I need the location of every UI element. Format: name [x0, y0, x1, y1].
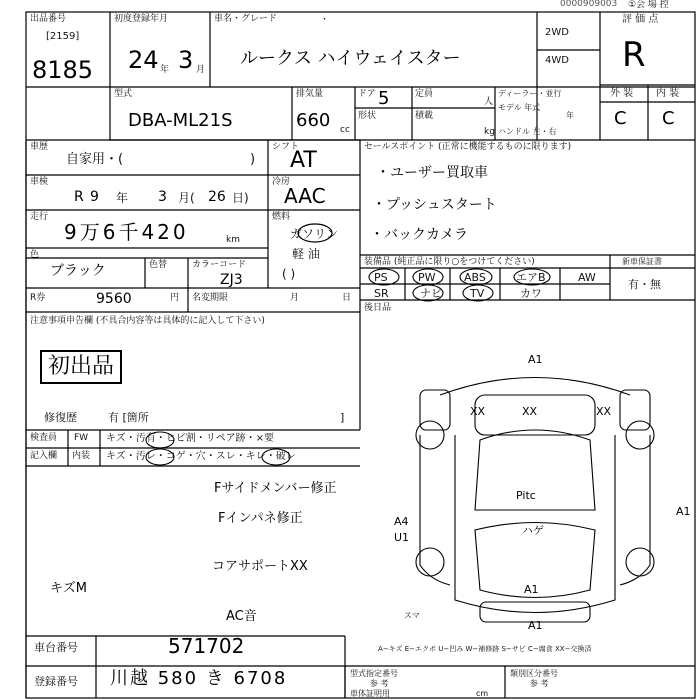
registration-number-label: 登録番号	[34, 675, 78, 688]
expiry-day-unit: 日	[342, 293, 352, 303]
doors-value: 5	[378, 88, 390, 109]
equip-leather: カワ	[520, 287, 542, 300]
type-number-label: 型式指定番号	[350, 669, 398, 678]
overall-grade: R	[622, 35, 646, 75]
shift-label: シフト	[272, 142, 300, 152]
size-unit: cm	[476, 689, 489, 698]
top-serial: 0000909003	[560, 0, 618, 9]
note-scratch: キズM	[50, 581, 87, 596]
displacement-label: 排気量	[296, 89, 324, 99]
mark-roof-pitch: Pitc	[516, 489, 536, 502]
displacement-value: 660	[296, 110, 331, 131]
color-code-label: カラーコード	[192, 260, 247, 270]
ac-value: AAC	[284, 184, 326, 208]
usage-value: 自家用・(	[66, 152, 124, 167]
year-unit: 年	[160, 65, 170, 75]
exterior-label: 外 装	[610, 88, 634, 99]
inspection-era: R	[74, 189, 84, 205]
note-core-support: コアサポートXX	[212, 559, 308, 574]
equip-abs: ABS	[464, 271, 486, 284]
inspector-label: 検査員	[30, 433, 58, 443]
defect-circles	[100, 430, 360, 466]
equip-navi: ナビ	[420, 287, 442, 300]
mileage-label: 走行	[30, 212, 49, 222]
selling-points-label: セールスポイント (正常に機能するものに限ります)	[364, 142, 572, 152]
exterior-defects-row: キズ・汚有・ヒビ割・リペア跡・×要	[106, 433, 274, 444]
color-label: 色	[30, 250, 40, 260]
model-year-unit: 年	[566, 111, 574, 120]
capacity-label: 定員	[415, 89, 434, 99]
shape-label: 形状	[358, 111, 377, 121]
inspection-year-unit: 年	[116, 191, 129, 205]
exterior-grade: C	[614, 108, 627, 129]
drive-4wd: 4WD	[545, 55, 569, 66]
grade-label: 評 価 点	[622, 14, 659, 25]
interior-defects-row: キズ・汚レ・コゲ・穴・スレ・キレ・破レ	[106, 451, 296, 462]
damage-legend: A−キズ E−エクボ U−凹み W−補修跡 S−サビ C−腐食 XX−交換済	[378, 645, 592, 653]
note-side-member: Fサイドメンバー修正	[214, 481, 337, 496]
fw-label: FW	[74, 433, 89, 443]
inspection-month: 3	[158, 189, 167, 205]
mark-roof-hage: ハゲ	[522, 524, 544, 537]
mark-left-a4: A4	[394, 515, 409, 528]
expiry-month-unit: 月	[290, 293, 300, 303]
reference-2: 参 考	[530, 679, 549, 688]
interior-grade: C	[662, 108, 675, 129]
equip-pw: PW	[418, 271, 436, 284]
mark-front-a1: A1	[528, 353, 543, 366]
fuel-gasoline: ガソリン	[290, 227, 339, 241]
class-number-label: 類別区分番号	[510, 669, 558, 678]
displacement-unit: cc	[340, 125, 350, 135]
lot-sub-number: [2159]	[46, 31, 80, 42]
chassis-number-value: 571702	[168, 634, 245, 658]
car-name-label: 車名・グレード	[214, 14, 278, 24]
recycle-label: R券	[30, 293, 46, 303]
mark-rear-a1: A1	[524, 583, 539, 596]
repair-history-value: 有 [箇所	[108, 411, 149, 424]
car-name-mark: ・	[320, 15, 330, 25]
color-value: ブラック	[50, 263, 106, 279]
equip-aw: AW	[578, 271, 596, 284]
lot-number: 8185	[32, 56, 94, 84]
entry-label: 記入欄	[30, 451, 58, 461]
notes-label: 注意事項申告欄 (不具合内容等は具体的に記入して下さい)	[30, 316, 265, 326]
reference-1: 参 考	[370, 679, 389, 688]
note-ac: AC音	[226, 609, 257, 624]
equip-airbag: エアB	[516, 271, 546, 284]
car-name-value: ルークス ハイウェイスター	[240, 48, 461, 69]
handle-label: ハンドル 左・右	[498, 127, 557, 136]
interior-label: 内 装	[656, 88, 680, 99]
equip-ps: PS	[374, 271, 388, 284]
color-code-value: ZJ3	[220, 272, 243, 288]
capacity-unit: 人	[484, 97, 494, 107]
after-items-label: 後日品	[364, 303, 392, 313]
equip-tv: TV	[470, 287, 485, 300]
first-registration-year: 24	[128, 46, 159, 74]
mark-right-a1: A1	[676, 505, 691, 518]
warranty-label: 新車保証書	[622, 257, 662, 266]
gasoline-circle	[296, 222, 334, 244]
fuel-other: ( )	[282, 267, 296, 281]
note-panel: Fインパネ修正	[218, 511, 303, 526]
recycle-unit: 円	[170, 293, 180, 303]
selling-point-2: ・プッシュスタート	[372, 197, 497, 213]
first-listing-stamp: 初出品	[40, 350, 122, 384]
inspection-day-unit: 日)	[232, 191, 249, 205]
drive-2wd: 2WD	[545, 27, 569, 38]
chassis-number-label: 車台番号	[34, 641, 78, 654]
venue-tag: ①会 場 控	[628, 0, 669, 10]
mark-right-fender-xx: XX	[596, 405, 612, 418]
mileage-unit: km	[226, 235, 240, 245]
equipment-label: 装備品 (純正品に限り○をつけてください)	[364, 257, 535, 267]
equip-sr: SR	[374, 287, 389, 300]
lot-number-label: 出品番号	[30, 14, 67, 24]
inspection-year: 9	[90, 189, 99, 205]
model-value: DBA-ML21S	[128, 110, 233, 131]
recycle-value: 9560	[96, 291, 132, 307]
usage-label: 車歴	[30, 142, 49, 152]
month-unit: 月	[196, 65, 206, 75]
interior-row-label: 内装	[72, 451, 91, 461]
warranty-value: 有・無	[628, 278, 661, 291]
dealer-label: ディーラー・並行	[498, 89, 562, 98]
registration-number-value: 川越 580 き 6708	[110, 668, 288, 689]
mark-left-fender-xx: XX	[470, 405, 486, 418]
mark-left-u1: U1	[394, 531, 410, 544]
usage-close: )	[250, 152, 256, 167]
shift-value: AT	[290, 148, 317, 173]
color-change-label: 色替	[149, 260, 168, 270]
fuel-label: 燃料	[272, 212, 291, 222]
selling-point-1: ・ユーザー買取車	[376, 165, 488, 181]
mark-suma: スマ	[404, 611, 420, 620]
inspection-month-unit: 月(	[178, 191, 195, 205]
inspection-day: 26	[208, 189, 226, 205]
repair-history-close: ]	[340, 411, 345, 424]
size-proof-label: 車体証明用	[350, 689, 390, 698]
model-year-label: モデル 年式	[498, 103, 541, 112]
first-registration-label: 初度登録年月	[114, 14, 169, 24]
doors-label: ドア	[358, 89, 376, 99]
mark-bottom-a1: A1	[528, 619, 543, 632]
model-label: 型式	[114, 89, 133, 99]
selling-point-3: ・バックカメラ	[370, 227, 468, 243]
equipment-circles	[364, 266, 604, 302]
repair-history-label: 修復歴	[44, 411, 77, 424]
inspection-label: 車検	[30, 177, 49, 187]
ac-label: 冷房	[272, 177, 291, 187]
load-label: 積載	[415, 111, 434, 121]
fuel-diesel: 軽 油	[292, 247, 320, 261]
name-change-label: 名変期限	[192, 293, 229, 303]
mark-hood-xx: XX	[522, 405, 538, 418]
mileage-value: 9万6千420	[64, 220, 189, 244]
first-registration-month: 3	[178, 46, 194, 74]
load-unit: kg	[484, 127, 495, 137]
